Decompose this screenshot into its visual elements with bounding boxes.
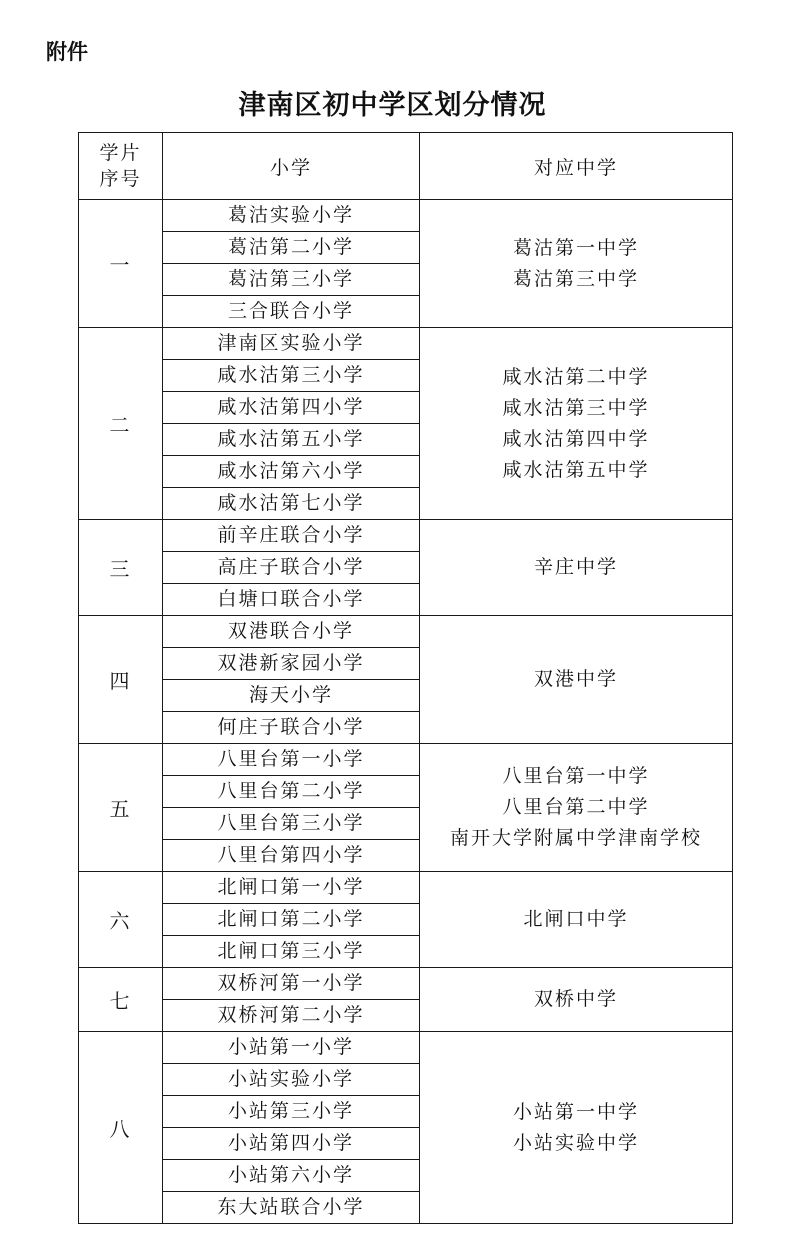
- primary-school-cell: 北闸口第一小学: [163, 872, 420, 904]
- primary-school-cell: 八里台第三小学: [163, 808, 420, 840]
- primary-school-cell: 小站实验小学: [163, 1064, 420, 1096]
- district-sequence: 四: [79, 616, 163, 744]
- middle-school-name: 咸水沽第二中学: [502, 365, 650, 388]
- primary-school-cell: 小站第三小学: [163, 1096, 420, 1128]
- middle-school-name: 八里台第一中学: [502, 765, 650, 787]
- district-sequence: 七: [79, 968, 163, 1032]
- table-row: [79, 520, 733, 552]
- middle-school-name: 葛沽第三中学: [512, 267, 639, 290]
- primary-school-cell: 小站第六小学: [163, 1160, 420, 1192]
- middle-school-name: 双桥中学: [533, 988, 618, 1010]
- middle-school-cell: [420, 872, 733, 968]
- header-sequence-line2: 序号: [99, 168, 142, 190]
- district-sequence: 二: [79, 328, 163, 520]
- primary-school-cell: 高庄子联合小学: [163, 552, 420, 584]
- middle-school-cell: [420, 328, 733, 520]
- header-primary-school: 小学: [163, 133, 420, 200]
- table-row: [79, 616, 733, 648]
- middle-school-cell: [420, 1032, 733, 1224]
- primary-school-cell: 小站第一小学: [163, 1032, 420, 1064]
- primary-school-cell: 白塘口联合小学: [163, 584, 420, 616]
- middle-school-name: 南开大学附属中学津南学校: [449, 827, 702, 849]
- primary-school-cell: 咸水沽第四小学: [163, 392, 420, 424]
- middle-school-cell: [420, 744, 733, 872]
- primary-school-cell: 北闸口第二小学: [163, 904, 420, 936]
- header-sequence-line1: 学片: [99, 142, 142, 164]
- table-body: [79, 200, 733, 1224]
- district-sequence: 六: [79, 872, 163, 968]
- middle-school-name: 小站实验中学: [512, 1131, 639, 1154]
- district-sequence: 八: [79, 1032, 163, 1224]
- middle-school-cell: [420, 520, 733, 616]
- middle-school-name: 双港中学: [533, 668, 618, 690]
- header-sequence: [79, 133, 163, 200]
- primary-school-cell: 双港新家园小学: [163, 648, 420, 680]
- primary-school-cell: 津南区实验小学: [163, 328, 420, 360]
- table-row: [79, 328, 733, 360]
- middle-school-cell: [420, 200, 733, 328]
- middle-school-name: 咸水沽第四中学: [502, 427, 650, 450]
- primary-school-cell: 前辛庄联合小学: [163, 520, 420, 552]
- primary-school-cell: 三合联合小学: [163, 296, 420, 328]
- primary-school-cell: 八里台第四小学: [163, 840, 420, 872]
- middle-school-name: 北闸口中学: [523, 908, 629, 930]
- primary-school-cell: 咸水沽第七小学: [163, 488, 420, 520]
- primary-school-cell: 小站第四小学: [163, 1128, 420, 1160]
- primary-school-cell: 咸水沽第五小学: [163, 424, 420, 456]
- primary-school-cell: 双桥河第一小学: [163, 968, 420, 1000]
- middle-school-cell: [420, 616, 733, 744]
- middle-school-name: 咸水沽第三中学: [502, 396, 650, 419]
- attachment-label: 附件: [46, 40, 88, 64]
- table-row: [79, 744, 733, 776]
- document-title: 津南区初中学区划分情况: [238, 90, 547, 121]
- primary-school-cell: 何庄子联合小学: [163, 712, 420, 744]
- district-sequence: 一: [79, 200, 163, 328]
- table-row: [79, 1032, 733, 1064]
- middle-school-name: 咸水沽第五中学: [502, 458, 650, 481]
- middle-school-name: 辛庄中学: [533, 556, 618, 578]
- school-district-table: [78, 132, 733, 1224]
- primary-school-cell: 咸水沽第三小学: [163, 360, 420, 392]
- header-middle-school: 对应中学: [420, 133, 733, 200]
- middle-school-name: 葛沽第一中学: [512, 236, 639, 259]
- table-row: [79, 200, 733, 232]
- primary-school-cell: 咸水沽第六小学: [163, 456, 420, 488]
- middle-school-cell: [420, 968, 733, 1032]
- middle-school-name: 小站第一中学: [512, 1100, 639, 1123]
- primary-school-cell: 双桥河第二小学: [163, 1000, 420, 1032]
- primary-school-cell: 葛沽实验小学: [163, 200, 420, 232]
- primary-school-cell: 葛沽第二小学: [163, 232, 420, 264]
- table-row: [79, 872, 733, 904]
- primary-school-cell: 东大站联合小学: [163, 1192, 420, 1224]
- primary-school-cell: 北闸口第三小学: [163, 936, 420, 968]
- primary-school-cell: 双港联合小学: [163, 616, 420, 648]
- primary-school-cell: 葛沽第三小学: [163, 264, 420, 296]
- table-header-row: [79, 133, 733, 200]
- middle-school-name: 八里台第二中学: [502, 796, 650, 818]
- primary-school-cell: 八里台第一小学: [163, 744, 420, 776]
- table-row: [79, 968, 733, 1000]
- primary-school-cell: 八里台第二小学: [163, 776, 420, 808]
- primary-school-cell: 海天小学: [163, 680, 420, 712]
- district-sequence: 三: [79, 520, 163, 616]
- district-sequence: 五: [79, 744, 163, 872]
